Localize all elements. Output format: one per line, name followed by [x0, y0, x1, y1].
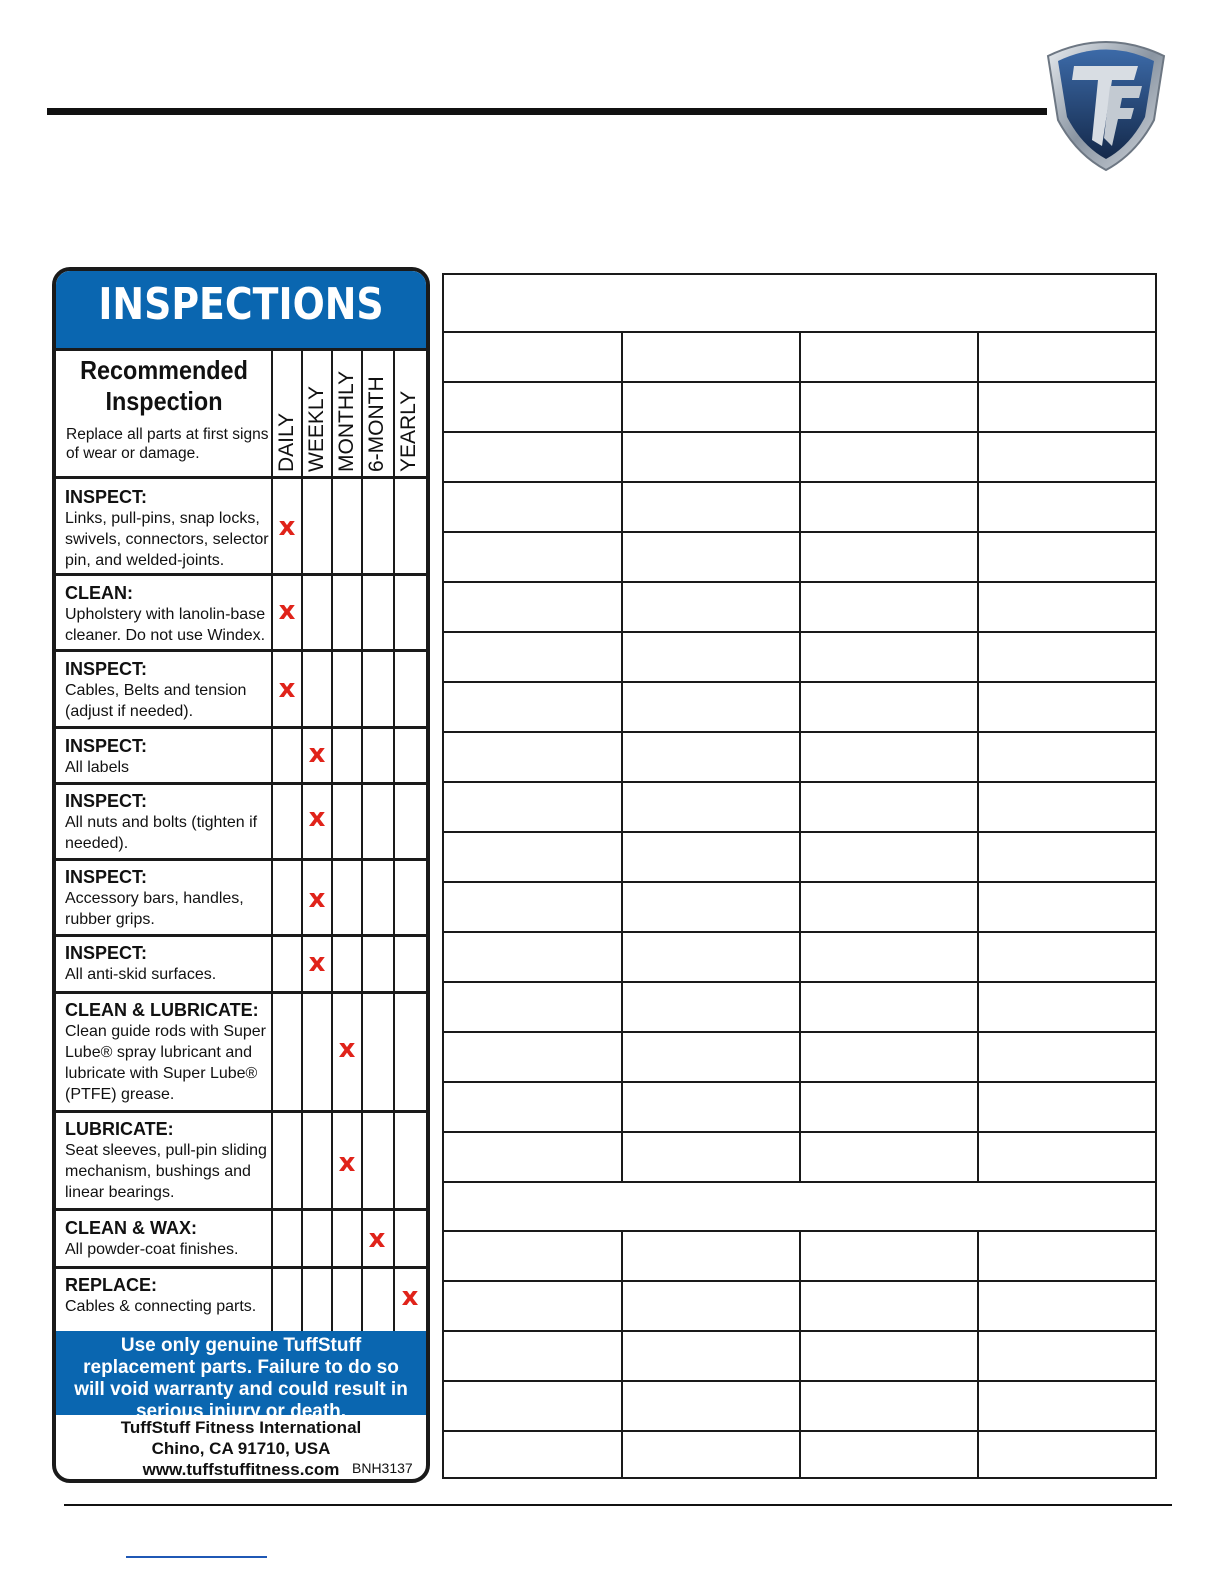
daily-mark: x — [278, 596, 296, 626]
task-detail: Clean guide rods with Super Lube® spray lubricant and lubricate with Super Lube® (PTFE) grease. — [65, 1023, 267, 1103]
weekly-mark: x — [308, 948, 326, 978]
weekly-mark: x — [308, 803, 326, 833]
task-action: INSPECT: — [65, 736, 148, 756]
task-action: CLEAN & WAX: — [65, 1218, 197, 1238]
tuffstuff-logo-icon — [1036, 28, 1176, 173]
daily-mark: x — [278, 674, 296, 704]
task-row — [56, 652, 426, 729]
grid-column-line — [621, 1230, 623, 1479]
freq-header-weekly: WEEKLY — [305, 386, 328, 472]
monthly-mark: x — [338, 1034, 356, 1064]
header-rule — [47, 108, 1047, 115]
task-action: LUBRICATE: — [65, 1119, 174, 1139]
heading-line-2: Inspection — [105, 386, 223, 416]
grid-column-line — [799, 331, 801, 1181]
task-row — [56, 1113, 426, 1211]
grid-column-line — [977, 1230, 979, 1479]
grid-column-line — [977, 331, 979, 1181]
company-address: Chino, CA 91710, USA — [151, 1439, 331, 1458]
grid-column-line — [799, 1230, 801, 1479]
task-detail: All powder-coat finishes. — [65, 1241, 239, 1258]
task-detail: All labels — [65, 759, 130, 776]
recommended-inspection-heading — [67, 355, 261, 417]
task-detail: Links, pull-pins, snap locks, swivels, connectors, selector pin, and welded-joints. — [65, 510, 269, 569]
task-row — [56, 1269, 426, 1331]
task-row — [56, 861, 426, 937]
monthly-mark: x — [338, 1148, 356, 1178]
task-row — [56, 479, 426, 576]
task-detail: Accessory bars, handles, rubber grips. — [65, 890, 244, 928]
task-row — [56, 994, 426, 1113]
task-action: CLEAN: — [65, 583, 133, 603]
label-code: BNH3137 — [352, 1460, 413, 1476]
weekly-mark: x — [308, 739, 326, 769]
company-website: www.tuffstuffitness.com — [142, 1460, 340, 1479]
warning-banner — [56, 1331, 426, 1422]
footer-link-underline — [126, 1556, 267, 1558]
label-title: INSPECTIONS — [98, 279, 384, 330]
task-detail: All anti-skid surfaces. — [65, 966, 217, 983]
warning-text: Use only genuine TuffStuff replacement parts. Failure to do so will void warranty and could result in serious injury or death. — [74, 1335, 408, 1422]
task-row — [56, 729, 426, 785]
task-detail: Cables, Belts and tension (adjust if needed). — [65, 682, 247, 720]
task-action: INSPECT: — [65, 659, 148, 679]
weekly-mark: x — [308, 884, 326, 914]
task-detail: Seat sleeves, pull-pin sliding mechanism, bushings and linear bearings. — [65, 1142, 267, 1201]
task-action: INSPECT: — [65, 791, 148, 811]
freq-header-6-month: 6-MONTH — [365, 376, 388, 472]
grid-row-line — [444, 1181, 1155, 1183]
task-row — [56, 937, 426, 994]
inspections-label — [52, 267, 430, 1483]
task-row — [56, 785, 426, 861]
6-month-mark: x — [368, 1224, 386, 1254]
inspection-log-grid — [442, 273, 1157, 1479]
grid-column-line — [621, 331, 623, 1181]
task-row — [56, 576, 426, 652]
freq-header-monthly: MONTHLY — [335, 370, 358, 472]
freq-header-daily: DAILY — [275, 412, 298, 472]
daily-mark: x — [278, 512, 296, 542]
company-name: TuffStuff Fitness International — [120, 1418, 362, 1437]
task-action: INSPECT: — [65, 943, 148, 963]
freq-header-yearly: YEARLY — [397, 390, 420, 472]
replace-note: Replace all parts at first signs of wear or damage. — [66, 426, 269, 462]
task-row — [56, 1211, 426, 1269]
task-detail: Cables & connecting parts. — [65, 1298, 257, 1315]
task-detail: All nuts and bolts (tighten if needed). — [65, 814, 258, 852]
task-action: INSPECT: — [65, 867, 148, 887]
heading-line-1: Recommended — [80, 355, 248, 385]
label-header — [56, 271, 426, 351]
yearly-mark: x — [401, 1282, 419, 1312]
footer-rule — [64, 1504, 1172, 1506]
label-column-header — [56, 351, 426, 479]
task-detail: Upholstery with lanolin-base cleaner. Do not use Windex. — [65, 606, 266, 644]
task-action: INSPECT: — [65, 487, 148, 507]
task-action: CLEAN & LUBRICATE: — [65, 1000, 259, 1020]
task-action: REPLACE: — [65, 1275, 158, 1295]
